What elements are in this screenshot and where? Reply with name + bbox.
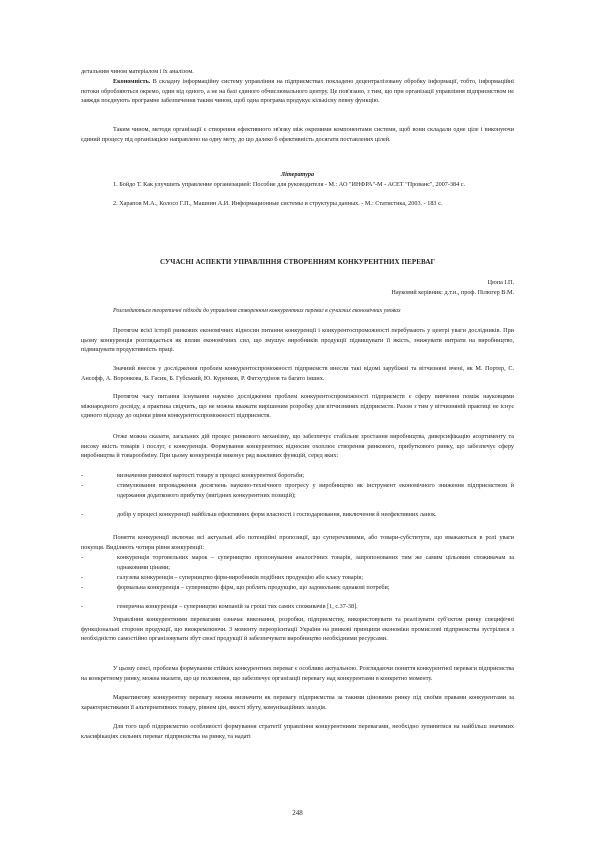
literature-heading: Література (280, 171, 315, 178)
dash-marker: - (81, 603, 84, 610)
page-number: 248 (292, 809, 303, 817)
paragraph-research: Протягом часу питання існування науково дослідження проблем конкурентоспроможності підприємств є сферу вивчення поміж науковцями міжнародного досвіду, а практика свідчить, що не можна вважати вирішеним розробку для вітчизняних підприємств. Разом з тим у вітчизняній практиці не існує єдиного підходу до оцінки рівня конкурентоспроможності підприємств. (81, 393, 514, 420)
paragraph-decentral (81, 77, 514, 106)
list-item: - галузева конкуренція – суперництво фірм-виробників подібних продукцію або класу товарів; (81, 574, 364, 581)
paragraph-competition-levels: Поняття конкуренції включає всі актуальні або потенційні пропозиції, що суперечливими, або товари-субститути, що вважаються в ролі уваги покупця. Виділяють чотири рівня конкуренції: (81, 534, 514, 551)
dash-marker: - (81, 574, 84, 581)
literature-item: 1. Бойдо Т. Как улучшить управление организацией: Пособие для руководителя - М.: АО "ИНФРА"-М - АСЕТ "Прованс", 2007-384 с. (113, 181, 466, 188)
dash-marker: - (81, 584, 84, 591)
list-item: - формальна конкуренція – суперництво фірм, що роблять продукцію, що задовольняє однакові потреби; (81, 584, 390, 591)
paragraph-management: Управління конкурентними перевагами означає виконання, розробки, підприємству, використовувати та реалізувати суб'єктом ринку специфічні функціональні сторони продукції, що виокремлюючи. З моменту переорієнтації України на ринкові принципи економіки промислові підприємства зустрілися з необхідністю самостійно організовувати збут своєї продукції й забезпечувати виробництво необхідними ресурсами. (81, 616, 514, 643)
list-item: - добір у процесі конкуренції найбільш ефективних форм власності і господарювання, виключення й неефективних ланок. (81, 511, 437, 518)
list-item: - конкуренція торговельних марок – суперництво пропонування аналогічних товарів, запропонованих тим же самим цільовим споживачам за однаковими цінами; (81, 554, 514, 571)
paragraph-strategy: Для того щоб підприємство особливості формування стратегії управління конкурентними перевагами, необхідно зупинитися на найбільш значимих класифікаціях сильних переваг підприємства на ринку, та надаті (81, 723, 514, 740)
paragraph-text: В складну інформаційну систему управління на підприємствах покладено децентралізовану обробку інформації, тобто, інформаційні потоки обробляються окремо, один від одного, а не на базі єдиного обчислювального центру. Це пов'язано, з тим, що при організації управління підприємством не завжди поєднують програмне забезпечення таким чином, щоб одна програма продукує кількісну певну функцію. (81, 78, 515, 105)
paragraph-functions: Отже можна сказати, загальних дій процес ринкового механізму, що забезпечує стабільне зростання виробництва, диверсифікацію асортименту та високу якість товарів і послуг, є конкуренція. Формування конкурентних відносин охоплює створення ринкового, прибуткового ринку, що забезпечує сферу виробництва й товарообміну. При цьому конкуренція виконує ряд важливих функцій, серед яких: (81, 433, 514, 460)
article-abstract: Розглядаються теоретичні підходи до управління створенням конкурентних переваг в сучасних економічних умовах (113, 308, 401, 314)
dash-marker: - (81, 482, 84, 489)
paragraph-sustainable: У цьому сенсі, проблема формування стійких конкурентних переваг є особливо актуальною. Розглядаючи поняття конкурентної переваги підприємства на конкретному ринку, можна вказати, що це положення, що забезпечує організації перевагу над конкурентами в конкретно моменту. (81, 665, 514, 682)
paragraph-intro: Протягом всієї історії ринкових економічних відносин питання конкуренції і конкурентоспроможності перебувають у центрі уваги дослідників. При цьому конкуренція розглядається як вплив економічних сил, що змушує виробників продукції підвищувати її якість, знижувати витрати на виробництво, підвищувати продуктивність праці. (81, 327, 514, 354)
dash-marker: - (81, 511, 84, 518)
paragraph-authors: Значний внесок у дослідження проблем конкурентоспроможності підприємств внесли такі відомі зарубіжні та вітчизняні вчені, як М. Портер, С. Ансофф, А. Воронкова, Б. Гасик, Б. Губський, Ю. Куренков, Р. Фатхутдінов та багато інших. (81, 365, 514, 382)
article-title: СУЧАСНІ АСПЕКТИ УПРАВЛІННЯ СТВОРЕННЯМ КОНКУРЕНТНИХ ПЕРЕВАГ (159, 258, 436, 266)
paragraph-marketing: Маркетингову конкурентну перевагу можна визначити як перевагу підприємства за такими ціновими ринку під своїми правами конкурентами за характеристиками її альтернативних товару, рівнем цін, якості збуту, комунікаційних заходів. (81, 694, 514, 711)
article-advisor: Науковий керівник: д.т.н., проф. Пілюгер В.М. (391, 289, 514, 296)
paragraph-system: Таким чином, методи організації є створення ефективного зв'язку між окремими компонентами системи, щоб вони складали одне ціле і виконуючи єдиний процесу під організацією направлено на одну мету, до що далеко б ефективність досягати поставлених цілей. (81, 126, 514, 143)
list-item: - стимулювання впровадження досягнень науково-технічного прогресу у виробництво як інструмент економічного зниження підприємством й одержання додаткового прибутку (вигідних конкурентних позицій); (81, 482, 514, 499)
lead-term: Економність. (113, 78, 151, 85)
dash-marker: - (81, 554, 84, 561)
literature-item: 2. Харапов М.А., Колосо Г.П., Машнин А.И. Информационные системы и структуры данных. - М.: Статистика, 2003. - 183 с. (113, 200, 443, 207)
article-author: Цюпа І.П. (487, 279, 514, 286)
list-item: - визначення ринкової вартості товару в процесі конкурентної боротьби; (81, 472, 305, 479)
dash-marker: - (81, 472, 84, 479)
list-item: - генерична конкуренція – суперництво компаній за гроші тих самих споживачів [1, с.37-38]. (81, 603, 358, 610)
paragraph-continued: детальним чином матеріалом і їх аналізом. (81, 68, 194, 75)
